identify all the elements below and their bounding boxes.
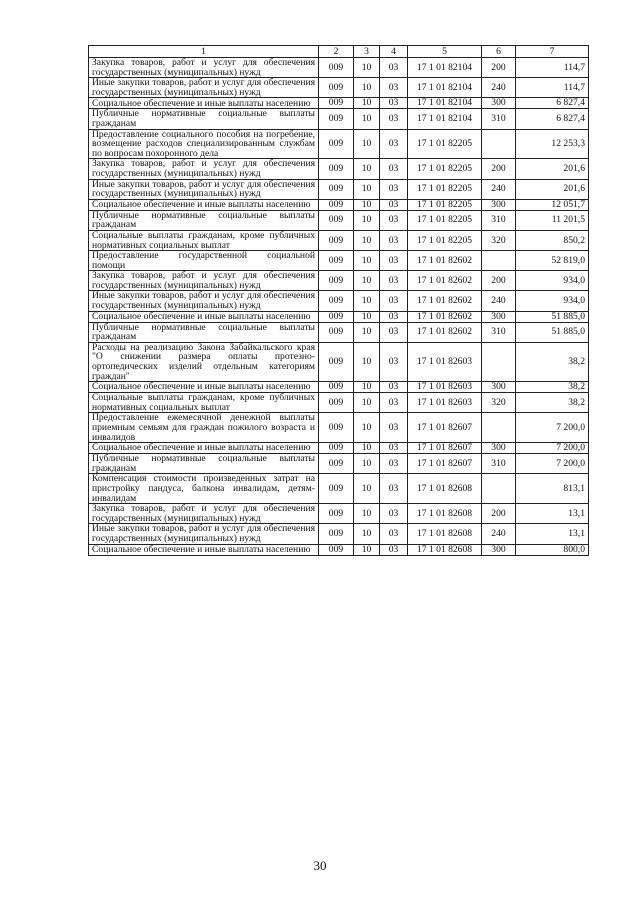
- row-target-code: 17 1 01 82104: [408, 98, 482, 109]
- row-name: Публичные нормативные социальные выплаты гражданам: [89, 454, 319, 474]
- row-subsection-code: 03: [380, 78, 408, 98]
- row-ministry-code: 009: [319, 524, 354, 544]
- row-ministry-code: 009: [319, 78, 354, 98]
- row-target-code: 17 1 01 82602: [408, 311, 482, 322]
- row-ministry-code: 009: [319, 322, 354, 342]
- row-amount: 11 201,5: [516, 210, 589, 230]
- row-ministry-code: 009: [319, 271, 354, 291]
- row-ministry-code: 009: [319, 251, 354, 271]
- row-section-code: 10: [354, 98, 380, 109]
- table-row: [89, 474, 589, 504]
- table-row: [89, 210, 589, 230]
- row-section-code: 10: [354, 474, 380, 504]
- row-expense-type-code: 200: [482, 504, 516, 524]
- row-subsection-code: 03: [380, 322, 408, 342]
- row-amount: 7 200,0: [516, 413, 589, 443]
- row-subsection-code: 03: [380, 474, 408, 504]
- row-subsection-code: 03: [380, 382, 408, 393]
- row-ministry-code: 009: [319, 382, 354, 393]
- row-expense-type-code: 200: [482, 159, 516, 179]
- row-section-code: 10: [354, 342, 380, 381]
- row-subsection-code: 03: [380, 291, 408, 311]
- row-name: Социальное обеспечение и иные выплаты населению: [89, 443, 319, 454]
- row-subsection-code: 03: [380, 98, 408, 109]
- row-target-code: 17 1 01 82205: [408, 159, 482, 179]
- row-expense-type-code: 240: [482, 78, 516, 98]
- row-target-code: 17 1 01 82608: [408, 504, 482, 524]
- row-amount: 934,0: [516, 271, 589, 291]
- row-subsection-code: 03: [380, 504, 408, 524]
- column-header-section: 3: [354, 46, 380, 58]
- row-ministry-code: 009: [319, 393, 354, 413]
- row-name: Закупка товаров, работ и услуг для обеспечения государственных (муниципальных) нужд: [89, 58, 319, 78]
- row-target-code: 17 1 01 82205: [408, 199, 482, 210]
- row-name: Расходы на реализацию Закона Забайкальского края "О снижении размера оплаты протезно-ортопедических изделий отдельным категориям граждан": [89, 342, 319, 381]
- row-section-code: 10: [354, 210, 380, 230]
- row-subsection-code: 03: [380, 311, 408, 322]
- row-name: Иные закупки товаров, работ и услуг для обеспечения государственных (муниципальных) нужд: [89, 524, 319, 544]
- row-name: Иные закупки товаров, работ и услуг для обеспечения государственных (муниципальных) нужд: [89, 179, 319, 199]
- row-section-code: 10: [354, 504, 380, 524]
- table-row: [89, 78, 589, 98]
- row-target-code: 17 1 01 82603: [408, 393, 482, 413]
- row-subsection-code: 03: [380, 179, 408, 199]
- row-subsection-code: 03: [380, 251, 408, 271]
- row-section-code: 10: [354, 524, 380, 544]
- row-subsection-code: 03: [380, 109, 408, 129]
- table-row: [89, 251, 589, 271]
- row-section-code: 10: [354, 544, 380, 555]
- table-row: [89, 342, 589, 381]
- table-header-row: [89, 46, 589, 58]
- row-amount: 800,0: [516, 544, 589, 555]
- row-target-code: 17 1 01 82104: [408, 78, 482, 98]
- row-expense-type-code: 300: [482, 199, 516, 210]
- row-expense-type-code: 200: [482, 271, 516, 291]
- row-name: Закупка товаров, работ и услуг для обеспечения государственных (муниципальных) нужд: [89, 159, 319, 179]
- row-section-code: 10: [354, 159, 380, 179]
- row-expense-type-code: 240: [482, 179, 516, 199]
- row-amount: 51 885,0: [516, 322, 589, 342]
- row-section-code: 10: [354, 382, 380, 393]
- row-section-code: 10: [354, 271, 380, 291]
- row-name: Предоставление ежемесячной денежной выплаты приемным семьям для граждан пожилого возраста и инвалидов: [89, 413, 319, 443]
- row-subsection-code: 03: [380, 524, 408, 544]
- row-amount: 934,0: [516, 291, 589, 311]
- column-header-subsection: 4: [380, 46, 408, 58]
- row-target-code: 17 1 01 82607: [408, 413, 482, 443]
- row-target-code: 17 1 01 82602: [408, 322, 482, 342]
- row-ministry-code: 009: [319, 58, 354, 78]
- table-row: [89, 443, 589, 454]
- row-amount: 38,2: [516, 382, 589, 393]
- table-row: [89, 199, 589, 210]
- row-amount: 12 253,3: [516, 129, 589, 159]
- row-expense-type-code: 310: [482, 454, 516, 474]
- row-name: Социальное обеспечение и иные выплаты населению: [89, 199, 319, 210]
- row-amount: 114,7: [516, 78, 589, 98]
- row-expense-type-code: 310: [482, 210, 516, 230]
- row-expense-type-code: 310: [482, 322, 516, 342]
- row-expense-type-code: 300: [482, 544, 516, 555]
- table-row: [89, 271, 589, 291]
- row-name: Публичные нормативные социальные выплаты гражданам: [89, 210, 319, 230]
- row-target-code: 17 1 01 82104: [408, 109, 482, 129]
- row-name: Иные закупки товаров, работ и услуг для обеспечения государственных (муниципальных) нужд: [89, 291, 319, 311]
- row-ministry-code: 009: [319, 443, 354, 454]
- row-section-code: 10: [354, 251, 380, 271]
- row-name: Социальное обеспечение и иные выплаты населению: [89, 544, 319, 555]
- row-section-code: 10: [354, 129, 380, 159]
- row-subsection-code: 03: [380, 129, 408, 159]
- row-expense-type-code: 300: [482, 98, 516, 109]
- row-subsection-code: 03: [380, 393, 408, 413]
- table-row: [89, 159, 589, 179]
- row-ministry-code: 009: [319, 109, 354, 129]
- row-name: Социальное обеспечение и иные выплаты населению: [89, 311, 319, 322]
- row-amount: 850,2: [516, 230, 589, 250]
- row-target-code: 17 1 01 82602: [408, 251, 482, 271]
- row-target-code: 17 1 01 82607: [408, 454, 482, 474]
- row-expense-type-code: [482, 129, 516, 159]
- row-amount: 201,6: [516, 179, 589, 199]
- table-row: [89, 393, 589, 413]
- row-amount: 6 827,4: [516, 98, 589, 109]
- row-amount: 7 200,0: [516, 454, 589, 474]
- row-subsection-code: 03: [380, 230, 408, 250]
- row-target-code: 17 1 01 82603: [408, 342, 482, 381]
- row-amount: 201,6: [516, 159, 589, 179]
- table-row: [89, 322, 589, 342]
- row-amount: 38,2: [516, 342, 589, 381]
- row-ministry-code: 009: [319, 311, 354, 322]
- row-subsection-code: 03: [380, 199, 408, 210]
- row-target-code: 17 1 01 82205: [408, 129, 482, 159]
- row-target-code: 17 1 01 82602: [408, 291, 482, 311]
- table-row: [89, 98, 589, 109]
- column-header-target: 5: [408, 46, 482, 58]
- row-expense-type-code: 240: [482, 524, 516, 544]
- row-name: Компенсация стоимости произведенных затрат на пристройку пандуса, балкона инвалидам, детям-инвалидам: [89, 474, 319, 504]
- row-amount: 12 051,7: [516, 199, 589, 210]
- row-name: Публичные нормативные социальные выплаты гражданам: [89, 322, 319, 342]
- row-expense-type-code: [482, 474, 516, 504]
- row-expense-type-code: 300: [482, 382, 516, 393]
- row-target-code: 17 1 01 82603: [408, 382, 482, 393]
- row-ministry-code: 009: [319, 474, 354, 504]
- row-expense-type-code: 200: [482, 58, 516, 78]
- table-row: [89, 382, 589, 393]
- row-expense-type-code: [482, 413, 516, 443]
- budget-table: [88, 45, 589, 556]
- row-section-code: 10: [354, 291, 380, 311]
- table-row: [89, 504, 589, 524]
- row-name: Закупка товаров, работ и услуг для обеспечения государственных (муниципальных) нужд: [89, 504, 319, 524]
- table-row: [89, 454, 589, 474]
- row-subsection-code: 03: [380, 159, 408, 179]
- row-amount: 13,1: [516, 504, 589, 524]
- column-header-expense-type: 6: [482, 46, 516, 58]
- row-subsection-code: 03: [380, 544, 408, 555]
- row-section-code: 10: [354, 454, 380, 474]
- row-name: Социальные выплаты гражданам, кроме публичных нормативных социальных выплат: [89, 393, 319, 413]
- row-amount: 6 827,4: [516, 109, 589, 129]
- row-section-code: 10: [354, 199, 380, 210]
- row-target-code: 17 1 01 82205: [408, 210, 482, 230]
- row-ministry-code: 009: [319, 454, 354, 474]
- row-subsection-code: 03: [380, 413, 408, 443]
- row-section-code: 10: [354, 230, 380, 250]
- row-name: Социальные выплаты гражданам, кроме публичных нормативных социальных выплат: [89, 230, 319, 250]
- row-ministry-code: 009: [319, 413, 354, 443]
- row-name: Социальное обеспечение и иные выплаты населению: [89, 382, 319, 393]
- row-subsection-code: 03: [380, 271, 408, 291]
- row-target-code: 17 1 01 82205: [408, 230, 482, 250]
- row-target-code: 17 1 01 82607: [408, 443, 482, 454]
- table-row: [89, 524, 589, 544]
- table-row: [89, 311, 589, 322]
- row-ministry-code: 009: [319, 159, 354, 179]
- row-target-code: 17 1 01 82104: [408, 58, 482, 78]
- row-ministry-code: 009: [319, 210, 354, 230]
- table-row: [89, 129, 589, 159]
- row-section-code: 10: [354, 109, 380, 129]
- row-section-code: 10: [354, 78, 380, 98]
- row-ministry-code: 009: [319, 291, 354, 311]
- row-expense-type-code: 240: [482, 291, 516, 311]
- row-subsection-code: 03: [380, 342, 408, 381]
- row-ministry-code: 009: [319, 504, 354, 524]
- row-expense-type-code: [482, 342, 516, 381]
- row-ministry-code: 009: [319, 129, 354, 159]
- row-name: Иные закупки товаров, работ и услуг для обеспечения государственных (муниципальных) нужд: [89, 78, 319, 98]
- row-section-code: 10: [354, 413, 380, 443]
- row-subsection-code: 03: [380, 443, 408, 454]
- row-amount: 52 819,0: [516, 251, 589, 271]
- column-header-name: 1: [89, 46, 319, 58]
- table-row: [89, 58, 589, 78]
- row-ministry-code: 009: [319, 199, 354, 210]
- row-section-code: 10: [354, 58, 380, 78]
- row-ministry-code: 009: [319, 544, 354, 555]
- row-target-code: 17 1 01 82608: [408, 524, 482, 544]
- column-header-ministry: 2: [319, 46, 354, 58]
- column-header-amount: 7: [516, 46, 589, 58]
- row-expense-type-code: [482, 251, 516, 271]
- row-name: Закупка товаров, работ и услуг для обеспечения государственных (муниципальных) нужд: [89, 271, 319, 291]
- row-section-code: 10: [354, 322, 380, 342]
- table-body: [89, 58, 589, 556]
- row-target-code: 17 1 01 82608: [408, 474, 482, 504]
- row-name: Предоставление государственной социальной помощи: [89, 251, 319, 271]
- row-amount: 38,2: [516, 393, 589, 413]
- row-subsection-code: 03: [380, 210, 408, 230]
- row-amount: 7 200,0: [516, 443, 589, 454]
- row-name: Предоставление социального пособия на погребение, возмещение расходов специализированным службам по вопросам похоронного дела: [89, 129, 319, 159]
- row-expense-type-code: 310: [482, 109, 516, 129]
- table-row: [89, 179, 589, 199]
- row-amount: 813,1: [516, 474, 589, 504]
- row-ministry-code: 009: [319, 179, 354, 199]
- row-subsection-code: 03: [380, 454, 408, 474]
- row-section-code: 10: [354, 393, 380, 413]
- row-name: Публичные нормативные социальные выплаты гражданам: [89, 109, 319, 129]
- table-row: [89, 291, 589, 311]
- table-row: [89, 544, 589, 555]
- row-target-code: 17 1 01 82608: [408, 544, 482, 555]
- row-section-code: 10: [354, 179, 380, 199]
- row-subsection-code: 03: [380, 58, 408, 78]
- row-amount: 114,7: [516, 58, 589, 78]
- row-amount: 51 885,0: [516, 311, 589, 322]
- row-ministry-code: 009: [319, 98, 354, 109]
- row-target-code: 17 1 01 82205: [408, 179, 482, 199]
- row-amount: 13,1: [516, 524, 589, 544]
- row-expense-type-code: 300: [482, 311, 516, 322]
- row-ministry-code: 009: [319, 342, 354, 381]
- page-number: 30: [313, 858, 327, 873]
- row-section-code: 10: [354, 311, 380, 322]
- row-expense-type-code: 320: [482, 230, 516, 250]
- row-ministry-code: 009: [319, 230, 354, 250]
- row-expense-type-code: 300: [482, 443, 516, 454]
- table-row: [89, 230, 589, 250]
- row-target-code: 17 1 01 82602: [408, 271, 482, 291]
- row-name: Социальное обеспечение и иные выплаты населению: [89, 98, 319, 109]
- row-expense-type-code: 320: [482, 393, 516, 413]
- table-row: [89, 109, 589, 129]
- table-row: [89, 413, 589, 443]
- row-section-code: 10: [354, 443, 380, 454]
